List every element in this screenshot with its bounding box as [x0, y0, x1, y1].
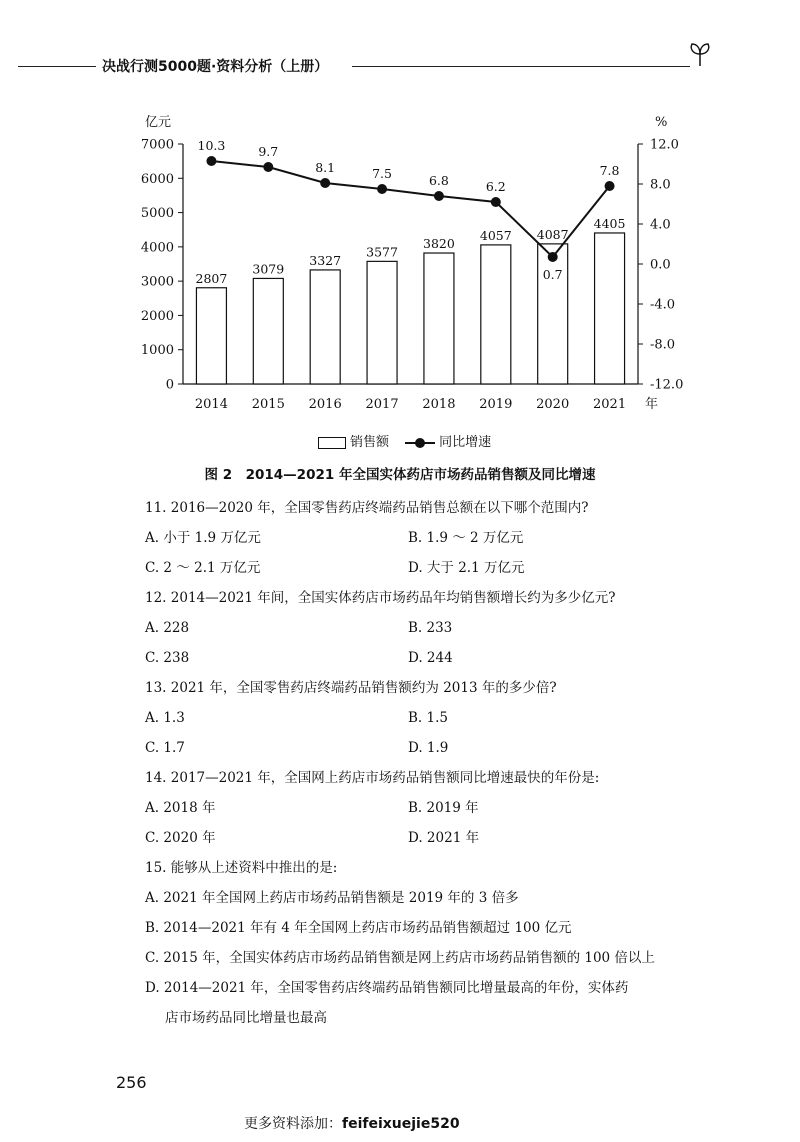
- bar-value-label: 3820: [423, 236, 455, 252]
- question-13-stem: 13. 2021 年，全国零售药店终端药品销售额约为 2013 年的多少倍?: [145, 680, 557, 696]
- question-12-options-cd: [145, 643, 745, 673]
- legend-line-symbol: [405, 437, 435, 449]
- option-a[interactable]: A. 2018 年: [145, 800, 216, 816]
- option-c[interactable]: C. 1.7: [145, 740, 185, 756]
- bar-value-label: 3079: [252, 261, 285, 277]
- growth-point: [434, 191, 444, 201]
- option-c[interactable]: C. 2 ～ 2.1 万亿元: [145, 560, 261, 576]
- page-number: 256: [116, 1073, 147, 1092]
- question-14-options-cd: [145, 823, 745, 853]
- question-13-options-cd: [145, 733, 745, 763]
- question-11-options-ab: [145, 523, 745, 553]
- left-tick-label: 3000: [140, 274, 174, 290]
- x-tick-label: 2018: [422, 397, 456, 412]
- bar-value-label: 2807: [195, 270, 228, 286]
- legend-bar-swatch: [318, 437, 346, 449]
- x-tick-label: 2019: [479, 397, 513, 412]
- left-tick-label: 6000: [140, 171, 174, 187]
- bar: [196, 288, 226, 384]
- header-rule-right: [352, 66, 690, 67]
- bar-value-label: 4405: [593, 215, 626, 231]
- growth-point: [206, 156, 216, 166]
- x-tick-labels: [195, 397, 626, 412]
- right-tick-label: -12.0: [650, 377, 684, 393]
- book-title: 决战行测5000题·资料分析（上册）: [102, 59, 329, 75]
- left-tick-label: 2000: [140, 308, 174, 324]
- bar: [538, 244, 568, 384]
- right-tick-label: 12.0: [650, 137, 679, 153]
- growth-value-label: 8.1: [315, 160, 336, 175]
- option-b[interactable]: B. 2014—2021 年有 4 年全国网上药店市场药品销售额超过 100 亿元: [145, 920, 572, 936]
- left-tick-label: 1000: [140, 343, 174, 359]
- right-tick-label: 4.0: [650, 217, 671, 233]
- option-d[interactable]: D. 2021 年: [408, 830, 480, 846]
- bar-series: [196, 233, 624, 384]
- right-tick-label: -8.0: [650, 337, 676, 353]
- bar: [367, 261, 397, 384]
- sales-chart: [0, 100, 800, 430]
- option-a[interactable]: A. 1.3: [145, 710, 185, 726]
- sprout-icon: [688, 42, 712, 68]
- footer-text: 更多资料添加：: [244, 1116, 342, 1132]
- growth-point: [263, 162, 273, 172]
- right-axis-ticks: [638, 138, 683, 393]
- growth-point: [320, 178, 330, 188]
- x-tick-label: 2015: [251, 397, 285, 412]
- question-14-stem: 14. 2017—2021 年，全国网上药店市场药品销售额同比增速最快的年份是:: [145, 770, 600, 786]
- option-d[interactable]: D. 2014—2021 年，全国零售药店终端药品销售额同比增量最高的年份，实体药: [145, 980, 629, 996]
- option-a[interactable]: A. 小于 1.9 万亿元: [145, 530, 261, 546]
- option-b[interactable]: B. 1.9 ～ 2 万亿元: [408, 530, 524, 546]
- question-14-options-ab: [145, 793, 745, 823]
- x-tick-label: 2016: [308, 397, 342, 412]
- growth-value-label: 7.8: [599, 163, 620, 178]
- question-12-options-ab: [145, 613, 745, 643]
- right-tick-label: -4.0: [650, 297, 676, 313]
- left-axis-unit: 亿元: [145, 115, 172, 130]
- left-axis-ticks: [141, 138, 183, 393]
- option-a[interactable]: A. 2021 年全国网上药店市场药品销售额是 2019 年的 3 倍多: [145, 890, 519, 906]
- bar-value-label: 3577: [366, 244, 398, 260]
- bar: [424, 253, 454, 384]
- bar: [253, 278, 283, 384]
- x-tick-label: 2021: [593, 397, 627, 412]
- option-d[interactable]: D. 244: [408, 650, 453, 666]
- x-tick-label: 2014: [194, 397, 228, 412]
- growth-point: [548, 252, 558, 262]
- question-13-options-ab: [145, 703, 745, 733]
- question-11-options-cd: [145, 553, 745, 583]
- legend-bar-label: 销售额: [350, 435, 390, 450]
- growth-value-label: 7.5: [372, 166, 393, 181]
- header-rule-left: [18, 66, 96, 67]
- option-b[interactable]: B. 1.5: [408, 710, 448, 726]
- growth-point: [605, 181, 615, 191]
- footer-note: [244, 1113, 460, 1133]
- option-c[interactable]: C. 238: [145, 650, 190, 666]
- left-tick-label: 0: [165, 377, 174, 393]
- option-c[interactable]: C. 2015 年，全国实体药店市场药品销售额是网上药店市场药品销售额的 100 倍以上: [145, 950, 655, 966]
- question-list: [145, 493, 745, 1033]
- footer-wechat-id: feifeixuejie520: [342, 1116, 460, 1132]
- left-tick-label: 5000: [140, 206, 174, 222]
- option-a[interactable]: A. 228: [145, 620, 190, 636]
- bar-value-label: 3327: [309, 252, 342, 268]
- bar: [310, 270, 340, 384]
- option-c[interactable]: C. 2020 年: [145, 830, 216, 846]
- question-12-stem: 12. 2014—2021 年间，全国实体药店市场药品年均销售额增长约为多少亿元?: [145, 590, 616, 606]
- x-axis-unit: 年: [645, 397, 659, 412]
- figure-caption: 图 2 2014—2021 年全国实体药店市场药品销售额及同比增速: [204, 467, 596, 483]
- question-15-stem: 15. 能够从上述资料中推出的是:: [145, 860, 338, 876]
- x-tick-label: 2020: [536, 397, 570, 412]
- option-d[interactable]: D. 1.9: [408, 740, 449, 756]
- option-d-continued: 店市场药品同比增量也最高: [165, 1010, 327, 1026]
- bar: [595, 233, 625, 384]
- growth-value-label: 10.3: [197, 138, 226, 153]
- growth-point: [491, 197, 501, 207]
- bar-value-label: 4057: [479, 227, 512, 243]
- left-tick-label: 4000: [140, 240, 174, 256]
- bar-value-label: 4087: [536, 226, 569, 242]
- option-d[interactable]: D. 大于 2.1 万亿元: [408, 560, 525, 576]
- growth-point: [377, 184, 387, 194]
- option-b[interactable]: B. 2019 年: [408, 800, 479, 816]
- bar: [481, 245, 511, 384]
- growth-value-label: 9.7: [258, 144, 279, 159]
- right-tick-label: 0.0: [650, 257, 671, 273]
- question-11-stem: 11. 2016—2020 年，全国零售药店终端药品销售总额在以下哪个范围内?: [145, 500, 589, 516]
- chart-legend: [318, 431, 491, 451]
- growth-value-label: 6.8: [428, 173, 449, 188]
- x-tick-label: 2017: [365, 397, 399, 412]
- right-axis-unit: %: [655, 115, 668, 130]
- legend-line-label: 同比增速: [439, 435, 492, 450]
- growth-value-label: 0.7: [542, 267, 563, 282]
- left-tick-label: 7000: [140, 137, 174, 153]
- page-header: [0, 54, 800, 78]
- option-b[interactable]: B. 233: [408, 620, 453, 636]
- right-tick-label: 8.0: [650, 177, 671, 193]
- growth-value-label: 6.2: [485, 179, 506, 194]
